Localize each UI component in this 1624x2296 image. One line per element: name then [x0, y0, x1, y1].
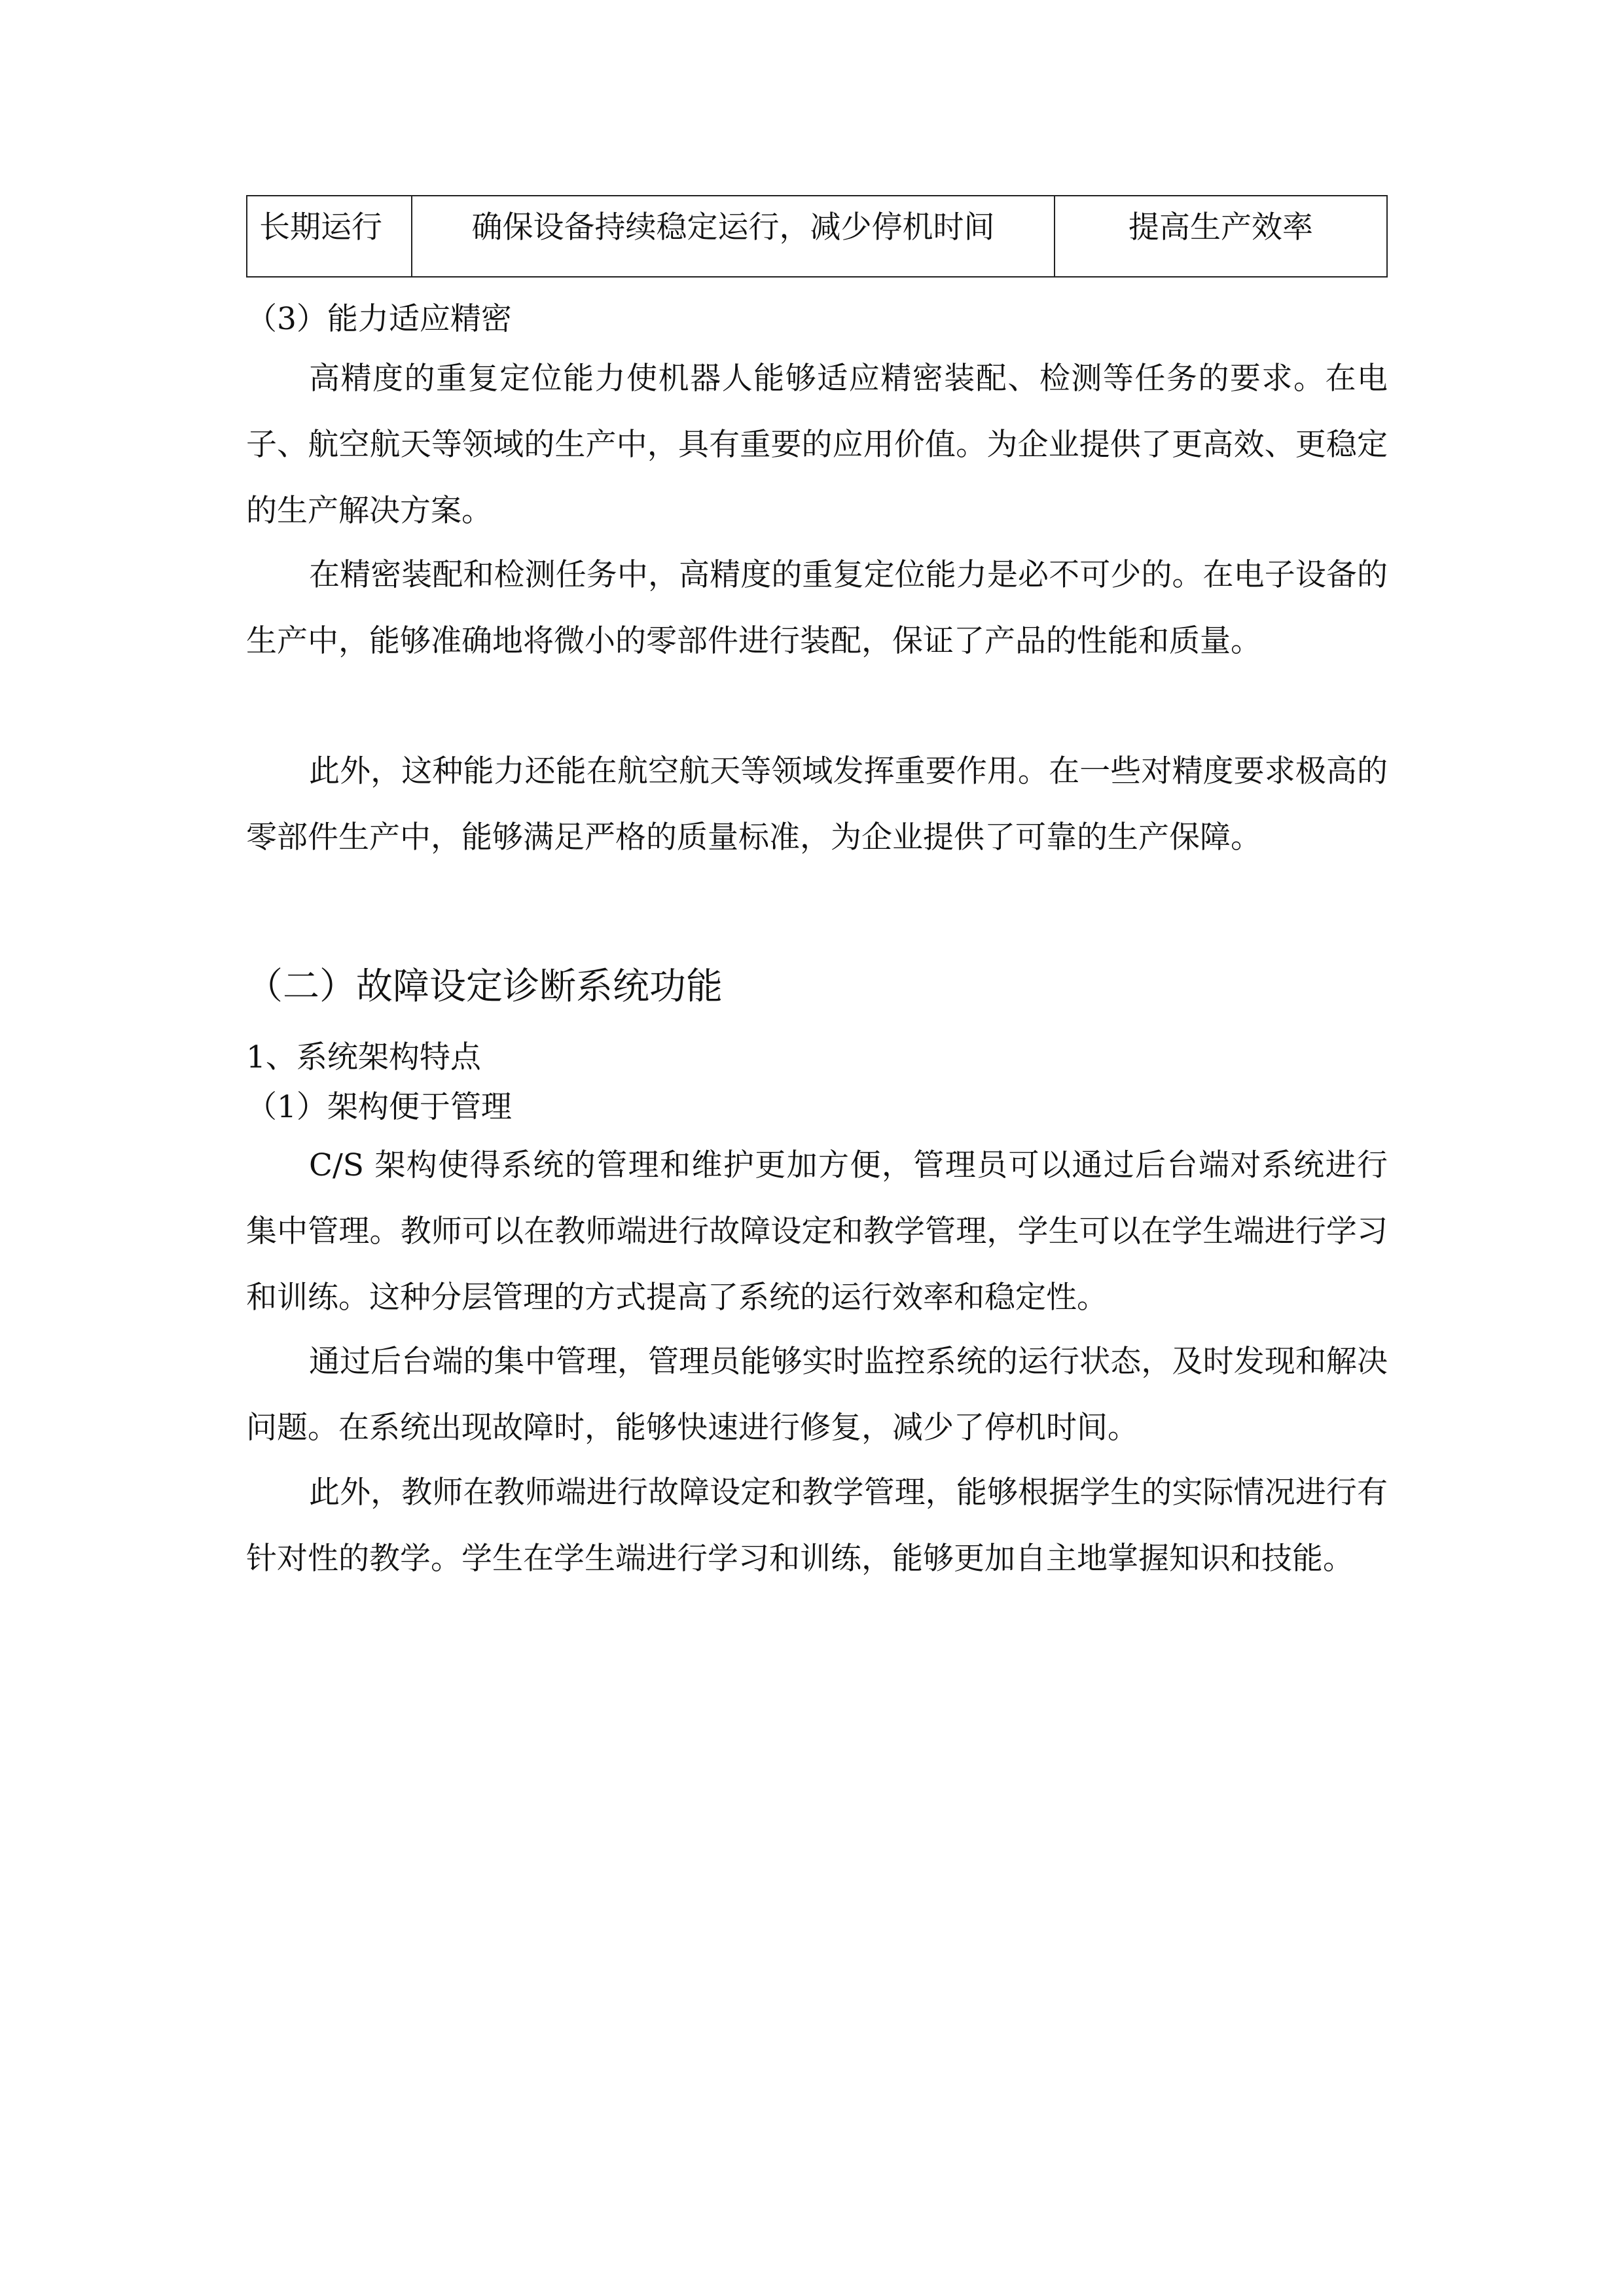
table-cell: 长期运行 — [247, 196, 412, 277]
table-row — [247, 196, 1387, 277]
paragraph: 在精密装配和检测任务中，高精度的重复定位能力是必不可少的。在电子设备的生产中，能够准确地将微小的零部件进行装配，保证了产品的性能和质量。 — [246, 557, 1388, 659]
table-cell: 确保设备持续稳定运行，减少停机时间 — [412, 196, 1055, 277]
table-cell: 提高生产效率 — [1055, 196, 1387, 277]
paragraph: C/S 架构使得系统的管理和维护更加方便，管理员可以通过后台端对系统进行集中管理。教师可以在教师端进行故障设定和教学管理，学生可以在学生端进行学习和训练。这种分层管理的方式提高了系统的运行效率和稳定性。 — [246, 1147, 1388, 1316]
section-heading: （3）能力适应精密 — [246, 301, 512, 337]
chapter-heading: （二）故障设定诊断系统功能 — [246, 965, 723, 1008]
paragraph: 此外，这种能力还能在航空航天等领域发挥重要作用。在一些对精度要求极高的零部件生产中，能够满足严格的质量标准，为企业提供了可靠的生产保障。 — [246, 753, 1388, 855]
item-heading: （1）架构便于管理 — [246, 1089, 512, 1125]
paragraph: 通过后台端的集中管理，管理员能够实时监控系统的运行状态，及时发现和解决问题。在系统出现故障时，能够快速进行修复，减少了停机时间。 — [246, 1344, 1388, 1446]
paragraph: 此外，教师在教师端进行故障设定和教学管理，能够根据学生的实际情况进行有针对性的教学。学生在学生端进行学习和训练，能够更加自主地掌握知识和技能。 — [246, 1475, 1388, 1577]
paragraph: 高精度的重复定位能力使机器人能够适应精密装配、检测等任务的要求。在电子、航空航天等领域的生产中，具有重要的应用价值。为企业提供了更高效、更稳定的生产解决方案。 — [246, 361, 1388, 529]
subheading: 1、系统架构特点 — [246, 1039, 481, 1075]
feature-table — [246, 195, 1388, 278]
